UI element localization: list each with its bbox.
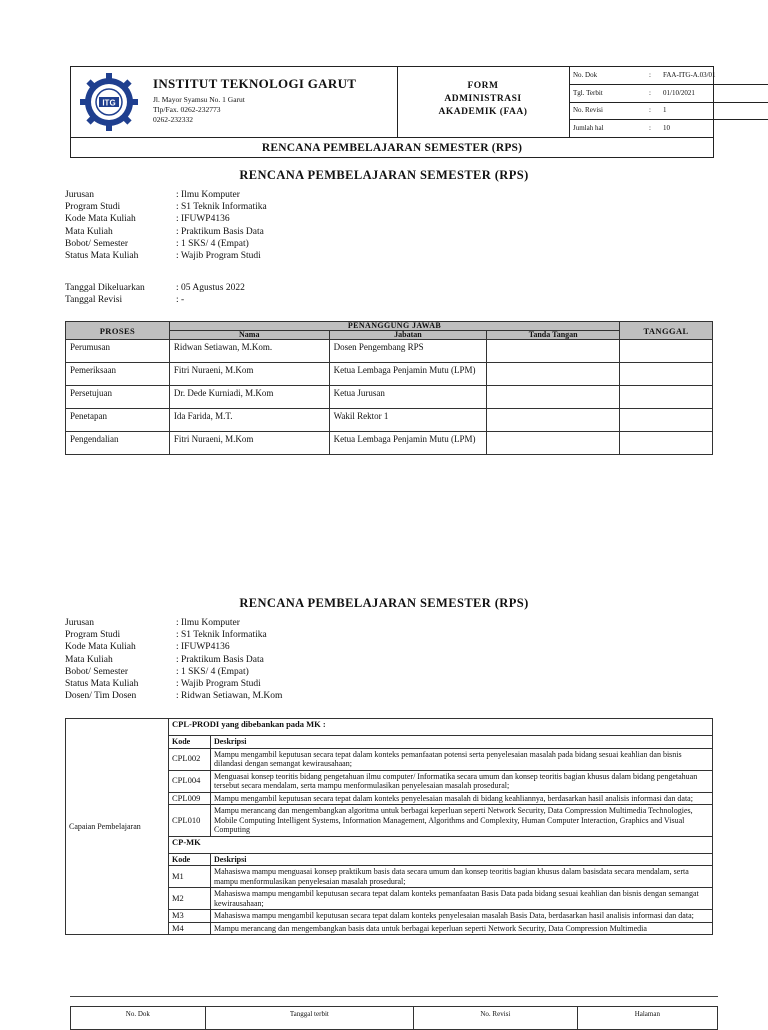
info-row <box>65 617 282 629</box>
date-cell <box>620 363 713 386</box>
table-row <box>66 340 713 363</box>
info-value: : Praktikum Basis Data <box>176 226 264 237</box>
proses-cell: Penetapan <box>66 409 170 432</box>
form-title <box>397 67 569 119</box>
itg-logo <box>79 72 139 132</box>
responsibility-table <box>65 321 713 455</box>
info-label: Dosen/ Tim Dosen <box>65 691 137 702</box>
info-label: Jurusan <box>65 190 95 200</box>
meta-row: No. Revisi : 1 <box>569 102 768 120</box>
nama-cell: Fitri Nuraeni, M.Kom <box>169 363 329 386</box>
form-header <box>70 66 714 158</box>
footer-tanggal-terbit: Tanggal terbit <box>205 1007 413 1030</box>
meta-value: 1 <box>663 106 667 114</box>
proses-cell: Pengendalian <box>66 432 170 455</box>
info-label: Tanggal Revisi <box>65 295 123 306</box>
footer-halaman: Halaman <box>577 1007 717 1030</box>
learning-outcomes-table <box>65 718 713 935</box>
info-value: : Ilmu Komputer <box>176 190 240 200</box>
col-tanggal: TANGGAL <box>620 322 713 340</box>
cpl-desc: Mampu mengambil keputusan secara tepat dalam konteks penyelesaian masalah di bidang keahliannya, berdasarkan hasil analisis informasi dan data; <box>211 792 713 805</box>
address-line: Jl. Mayor Syamsu No. 1 Garut <box>153 95 245 104</box>
meta-value: 10 <box>663 123 670 132</box>
info-label: Status Mata Kuliah <box>65 251 139 262</box>
jabatan-cell: Wakil Rektor 1 <box>329 409 487 432</box>
institution-address <box>153 95 245 125</box>
nama-cell: Fitri Nuraeni, M.Kom <box>169 432 329 455</box>
institution-cell <box>71 67 398 137</box>
cpmk-desc: Mahasiswa mampu mengambil keputusan secara tepat dalam konteks penyelesaian masalah Basis Data, berdasarkan hasil analisis informasi dan data; <box>211 910 713 923</box>
info-row <box>65 666 282 678</box>
cpl-desc: Mampu mengambil keputusan secara tepat dalam konteks pemanfaatan potensi serta penyelesaian masalah pada bidang sesuai keahlian dan bisnis dilandasi dengan semangat kewirausahaan; <box>211 748 713 770</box>
proses-cell: Pemeriksaan <box>66 363 170 386</box>
info-label: Bobot/ Semester <box>65 238 129 249</box>
meta-key: Tgl. Terbit <box>573 88 603 97</box>
info-row <box>65 690 282 702</box>
info-value: : - <box>176 295 185 306</box>
footer-no-revisi: No. Revisi <box>414 1007 578 1030</box>
date-cell <box>620 386 713 409</box>
course-info-2 <box>65 617 282 702</box>
info-label: Tanggal Dikeluarkan <box>65 283 145 293</box>
form-title-line: ADMINISTRASI <box>444 94 522 104</box>
cpl-heading-row <box>66 719 713 736</box>
info-value: : IFUWP4136 <box>176 642 230 653</box>
cpmk-heading: CP-MK <box>169 836 713 853</box>
info-value: : Wajib Program Studi <box>176 679 261 690</box>
cpmk-code: M1 <box>169 866 211 888</box>
info-row <box>65 238 267 250</box>
info-value: : IFUWP4136 <box>176 214 230 225</box>
footer-no-dok: No. Dok <box>71 1007 206 1030</box>
institution-name: INSTITUT TEKNOLOGI GARUT <box>153 76 357 91</box>
cpmk-desc: Mampu merancang dan mengembangkan basis data untuk berbagai keperluan seperti Network Security, Data Compression Multimedia <box>211 922 713 935</box>
jabatan-cell: Ketua Lembaga Penjamin Mutu (LPM) <box>329 363 487 386</box>
col-group-penanggung-jawab: PENANGGUNG JAWAB <box>169 322 619 331</box>
info-row <box>65 678 282 690</box>
info-label: Bobot/ Semester <box>65 666 129 677</box>
date-cell <box>620 432 713 455</box>
footer-row <box>71 1007 718 1030</box>
info-label: Kode Mata Kuliah <box>65 214 136 225</box>
info-value: : Ridwan Setiawan, M.Kom <box>176 691 283 702</box>
form-title-line: FORM <box>467 81 499 91</box>
jabatan-cell: Dosen Pengembang RPS <box>329 340 487 363</box>
meta-key: No. Dok <box>573 71 598 79</box>
form-title-cell <box>397 67 570 137</box>
col-jabatan: Jabatan <box>329 331 487 340</box>
nama-cell: Ridwan Setiawan, M.Kom. <box>169 340 329 363</box>
kode-header: Kode <box>169 736 211 749</box>
jabatan-cell: Ketua Lembaga Penjamin Mutu (LPM) <box>329 432 487 455</box>
col-tanda-tangan: Tanda Tangan <box>487 331 620 340</box>
info-value: : S1 Teknik Informatika <box>176 202 267 213</box>
cpl-desc: Menguasai konsep teoritis bidang pengetahuan ilmu computer/ Informatika secara umum dan konsep teoritis bagian khusus dalam bidang pengetahuan tersebut secara mendalam, serta mampu menformulasikan penyelesaian masalah prosedural; <box>211 770 713 792</box>
info-row <box>65 641 282 653</box>
document-meta <box>569 67 716 137</box>
cpmk-desc: Mahasiswa mampu mengambil keputusan secara tepat dalam konteks pemanfaatan Basis Data pada bidang sesuai keahlian dan bisnis dengan semangat kewirausahaan; <box>211 888 713 910</box>
phone-line-2: 0262-232332 <box>153 115 193 124</box>
section-title: RENCANA PEMBELAJARAN SEMESTER (RPS) <box>239 168 529 182</box>
info-row <box>65 189 267 201</box>
table-row <box>66 363 713 386</box>
footer-table <box>70 1006 718 1030</box>
info-label: Jurusan <box>65 618 95 628</box>
meta-value: FAA-ITG-A.03/01 <box>663 71 716 79</box>
info-value: : Praktikum Basis Data <box>176 654 264 665</box>
table-row <box>66 409 713 432</box>
footer-divider <box>70 996 718 997</box>
info-label: Program Studi <box>65 630 121 641</box>
cpl-code: CPL010 <box>169 805 211 837</box>
cpmk-code: M2 <box>169 888 211 910</box>
meta-key: Jumlah hal <box>573 123 604 132</box>
form-title-line: AKADEMIK (FAA) <box>438 107 528 117</box>
info-row <box>65 654 282 666</box>
cpl-code: CPL004 <box>169 770 211 792</box>
cpmk-code: M4 <box>169 922 211 935</box>
info-label: Kode Mata Kuliah <box>65 642 136 653</box>
date-cell <box>620 409 713 432</box>
meta-row: No. Dok : FAA-ITG-A.03/01 <box>569 67 768 85</box>
info-value: : 05 Agustus 2022 <box>176 283 245 293</box>
meta-row: Jumlah hal : 10 <box>569 120 768 137</box>
info-row <box>65 226 267 238</box>
info-row <box>65 294 245 306</box>
kode-header: Kode <box>169 853 211 866</box>
col-proses: PROSES <box>66 322 170 340</box>
proses-cell: Persetujuan <box>66 386 170 409</box>
logo-text: ITG <box>102 98 116 108</box>
cpmk-desc: Mahasiswa mampu menguasai konsep praktikum basis data secara umum dan konsep teoritis bagian khusus dalam basisdata secara mendalam, serta mampu menformulasikan penyelesaian masalah prosedural; <box>211 866 713 888</box>
cpl-heading: CPL-PRODI yang dibebankan pada MK : <box>169 719 713 736</box>
info-label: Mata Kuliah <box>65 226 113 237</box>
table-row <box>66 386 713 409</box>
info-row <box>65 201 267 213</box>
phone-line: Tlp/Fax. 0262-232773 <box>153 105 221 114</box>
jabatan-cell: Ketua Jurusan <box>329 386 487 409</box>
info-value: : 1 SKS/ 4 (Empat) <box>176 238 249 249</box>
info-row <box>65 250 267 262</box>
nama-cell: Ida Farida, M.T. <box>169 409 329 432</box>
cpl-code: CPL009 <box>169 792 211 805</box>
course-info <box>65 189 267 262</box>
cpl-desc: Mampu merancang dan mengembangkan algoritma untuk berbagai keperluan seperti Network Security, Data Compression Multimedia Technologies, Mobile Computing Intelligent Systems, Information Management, Algorithms and Complexity, Human Computer Interaction, Graphics and Visual Computing <box>211 805 713 837</box>
info-value: : 1 SKS/ 4 (Empat) <box>176 666 249 677</box>
col-nama: Nama <box>169 331 329 340</box>
outcomes-label: Capaian Pembelajaran <box>66 719 169 935</box>
deskripsi-header: Deskripsi <box>211 736 713 749</box>
info-label: Status Mata Kuliah <box>65 679 139 690</box>
section-title-2: RENCANA PEMBELAJARAN SEMESTER (RPS) <box>239 596 529 610</box>
signature-cell <box>487 432 620 455</box>
cpl-code: CPL002 <box>169 748 211 770</box>
signature-cell <box>487 386 620 409</box>
signature-cell <box>487 409 620 432</box>
info-value: : Wajib Program Studi <box>176 251 261 262</box>
date-info <box>65 282 245 306</box>
deskripsi-header: Deskripsi <box>211 853 713 866</box>
meta-row: Tgl. Terbit : 01/10/2021 <box>569 85 768 103</box>
document-title: RENCANA PEMBELAJARAN SEMESTER (RPS) <box>71 137 713 158</box>
info-value: : Ilmu Komputer <box>176 618 240 628</box>
date-cell <box>620 340 713 363</box>
info-row <box>65 282 245 294</box>
info-row <box>65 629 282 641</box>
info-value: : S1 Teknik Informatika <box>176 630 267 641</box>
info-label: Mata Kuliah <box>65 654 113 665</box>
info-row <box>65 213 267 225</box>
signature-cell <box>487 363 620 386</box>
signature-cell <box>487 340 620 363</box>
info-label: Program Studi <box>65 202 121 213</box>
meta-key: No. Revisi <box>573 106 603 114</box>
table-row <box>66 432 713 455</box>
proses-cell: Perumusan <box>66 340 170 363</box>
nama-cell: Dr. Dede Kurniadi, M.Kom <box>169 386 329 409</box>
meta-value: 01/10/2021 <box>663 88 695 97</box>
cpmk-code: M3 <box>169 910 211 923</box>
table-header-row <box>66 322 713 331</box>
